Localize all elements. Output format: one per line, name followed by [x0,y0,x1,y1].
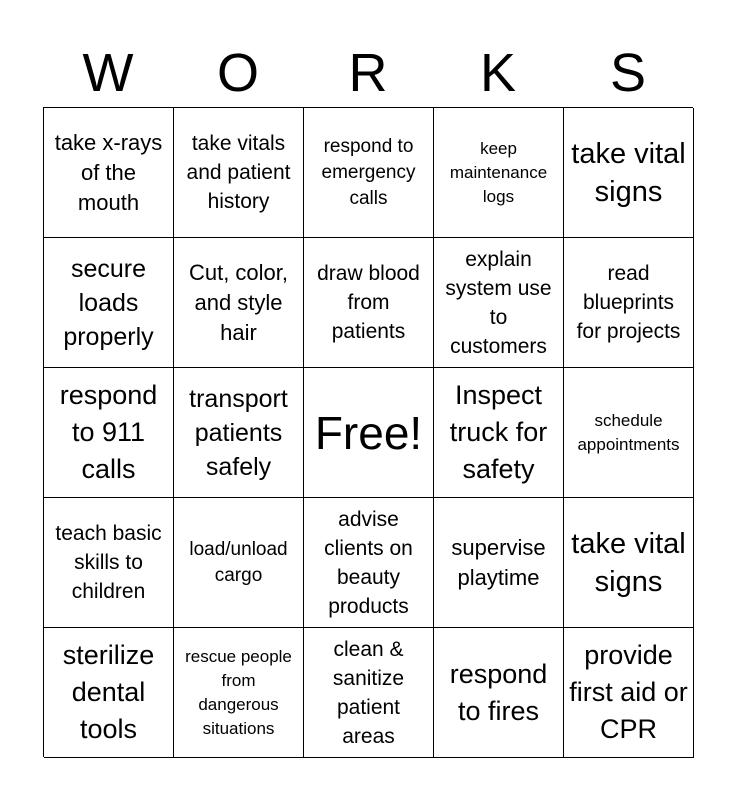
bingo-cell[interactable] [564,238,694,368]
cell-label: Cut, color, and style hair [188,259,289,345]
bingo-cell[interactable] [564,108,694,238]
cell-label: secure loads properly [63,254,154,351]
bingo-cell[interactable] [304,238,434,368]
bingo-cell[interactable] [174,368,304,498]
cell-label: supervise playtime [451,534,546,590]
bingo-cell[interactable] [434,498,564,628]
bingo-cell[interactable] [174,238,304,368]
cell-label: Inspect truck for safety [449,380,548,484]
bingo-header [43,38,693,108]
cell-label: transport patients safely [189,384,288,481]
cell-label: respond to 911 calls [59,380,158,484]
bingo-cell[interactable] [564,628,694,758]
bingo-board [43,107,693,757]
header-letter-s: S [609,43,647,103]
bingo-cell[interactable] [434,368,564,498]
cell-label: schedule appointments [577,410,680,454]
cell-label: advise clients on beauty products [324,507,413,618]
bingo-cell[interactable] [44,498,174,628]
cell-label: respond to emergency calls [321,135,416,209]
cell-label: keep maintenance logs [449,138,548,206]
cell-label: draw blood from patients [317,262,420,343]
header-letter-k: K [479,43,517,103]
bingo-cell[interactable] [44,108,174,238]
bingo-cell[interactable] [174,108,304,238]
cell-label: clean & sanitize patient areas [332,637,405,748]
free-space-cell[interactable] [304,368,434,498]
header-letter-r: R [348,43,388,103]
header-letter-o: O [216,43,259,103]
cell-label: provide first aid or CPR [569,640,688,744]
bingo-cell[interactable] [304,628,434,758]
free-space-label: Free! [314,406,423,459]
cell-label: read blueprints for projects [576,262,681,343]
header-letter-w: W [82,43,134,103]
bingo-cell[interactable] [434,108,564,238]
bingo-cell[interactable] [44,628,174,758]
cell-label: respond to fires [449,658,548,726]
bingo-cell[interactable] [44,238,174,368]
bingo-cell[interactable] [304,498,434,628]
cell-label: take vital signs [571,137,686,208]
cell-label: take x-rays of the mouth [54,129,163,215]
bingo-cell[interactable] [304,108,434,238]
cell-label: rescue people from dangerous situations [185,646,292,738]
cell-label: sterilize dental tools [62,640,155,744]
bingo-cell[interactable] [564,498,694,628]
bingo-cell[interactable] [174,628,304,758]
cell-label: load/unload cargo [189,538,288,586]
cell-label: take vital signs [571,527,686,598]
cell-label: explain system use to customers [445,247,552,358]
bingo-cell[interactable] [434,628,564,758]
cell-label: take vitals and patient history [186,132,291,213]
bingo-cell[interactable] [564,368,694,498]
cell-label: teach basic skills to children [55,522,162,603]
bingo-cell[interactable] [44,368,174,498]
bingo-cell[interactable] [434,238,564,368]
bingo-cell[interactable] [174,498,304,628]
